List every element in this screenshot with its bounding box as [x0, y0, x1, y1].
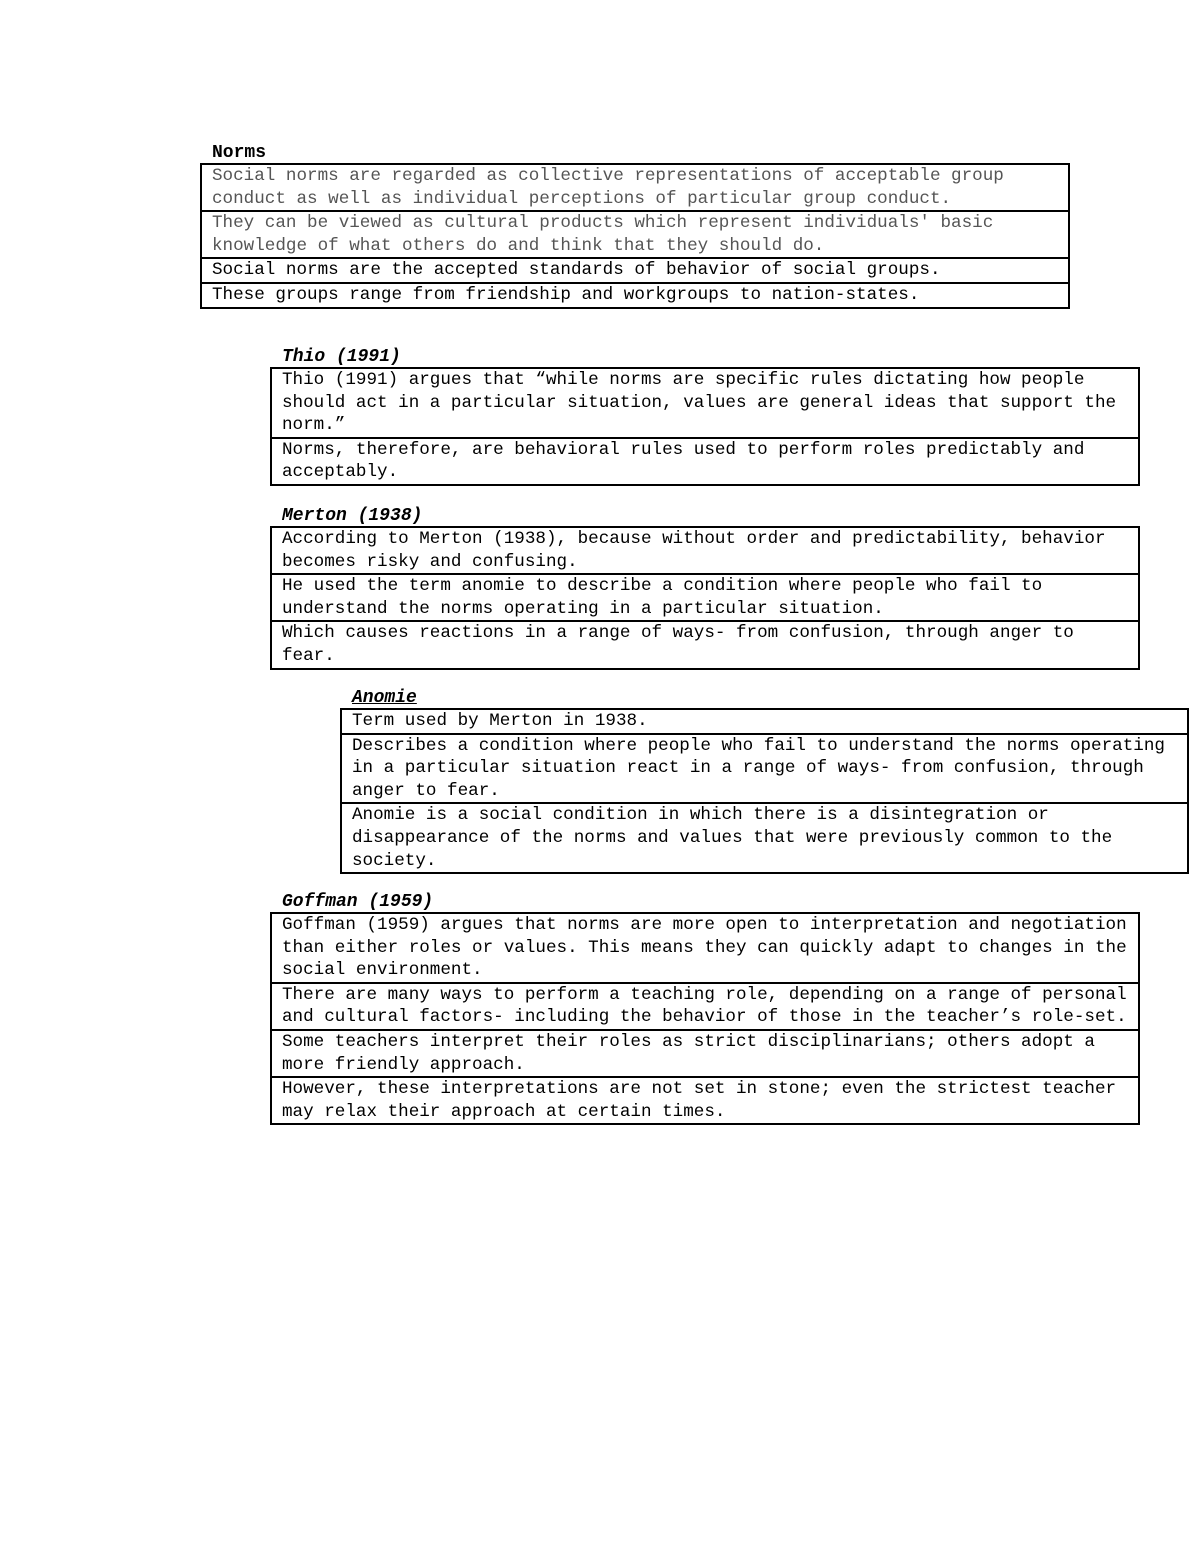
anomie-section: [340, 688, 1189, 874]
goffman-row: Goffman (1959) argues that norms are more open to interpretation and negotiation than either roles or values. This means they can quickly adapt to changes in the social environment.: [282, 915, 1138, 981]
norms-row: Social norms are the accepted standards of behavior of social groups.: [202, 257, 1068, 282]
anomie-heading: Anomie: [352, 688, 417, 708]
merton-box: [270, 526, 1140, 670]
merton-row: According to Merton (1938), because without order and predictability, behavior becomes risky and confusing.: [282, 529, 1117, 572]
norms-row: They can be viewed as cultural products which represent individuals' basic knowledge of what others do and think that they should do.: [202, 210, 1068, 257]
thio-row: Norms, therefore, are behavioral rules used to perform roles predictably and acceptably.: [272, 437, 1138, 484]
merton-row: He used the term anomie to describe a condition where people who fail to understand the norms operating in a particular situation.: [272, 573, 1138, 620]
anomie-row: Term used by Merton in 1938.: [352, 711, 648, 731]
merton-row: Which causes reactions in a range of ways- from confusion, through anger to fear.: [272, 620, 1138, 667]
goffman-row: There are many ways to perform a teaching role, depending on a range of personal and cultural factors- including the behavior of those in the teacher’s role-set.: [272, 982, 1138, 1029]
goffman-row: Some teachers interpret their roles as strict disciplinarians; others adopt a more friendly approach.: [272, 1029, 1138, 1076]
goffman-row: However, these interpretations are not set in stone; even the strictest teacher may relax their approach at certain times.: [272, 1076, 1138, 1123]
thio-section: [270, 347, 1140, 486]
merton-heading: Merton (1938): [282, 506, 423, 526]
goffman-heading: Goffman (1959): [282, 892, 434, 912]
norms-heading: Norms: [212, 143, 267, 163]
norms-box: [200, 163, 1070, 309]
norms-row: These groups range from friendship and workgroups to nation-states.: [202, 282, 1068, 307]
norms-section: [200, 143, 1070, 309]
anomie-box: [340, 708, 1189, 874]
thio-row: Thio (1991) argues that “while norms are specific rules dictating how people should act in a particular situation, values are general ideas that support the norm.”: [282, 370, 1127, 436]
anomie-row: Describes a condition where people who fail to understand the norms operating in a particular situation react in a range of ways- from confusion, through anger to fear.: [342, 733, 1187, 803]
goffman-section: [270, 892, 1140, 1125]
anomie-row: Anomie is a social condition in which there is a disintegration or disappearance of the norms and values that were previously common to the society.: [342, 802, 1187, 872]
norms-row: Social norms are regarded as collective representations of acceptable group conduct as well as individual perceptions of particular group conduct.: [212, 166, 1015, 209]
thio-heading: Thio (1991): [282, 347, 401, 367]
merton-section: [270, 506, 1140, 670]
goffman-box: [270, 912, 1140, 1125]
thio-box: [270, 367, 1140, 486]
